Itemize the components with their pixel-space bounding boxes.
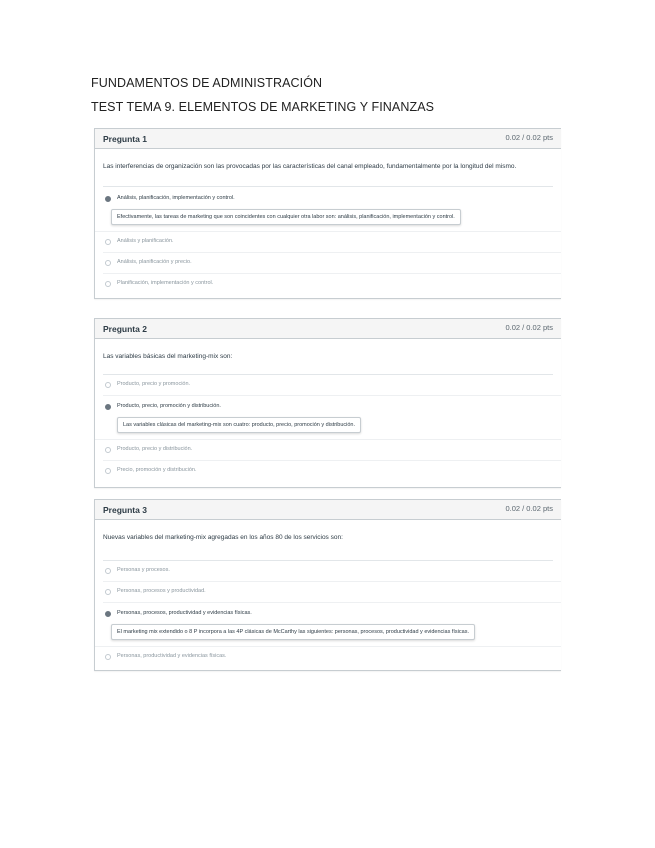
radio-icon[interactable] [105, 468, 111, 474]
radio-selected-icon[interactable] [105, 196, 111, 202]
answer-option[interactable] [103, 461, 561, 481]
answer-option[interactable] [103, 253, 561, 274]
answer-option[interactable] [103, 647, 561, 667]
question-text: Las variables básicas del marketing-mix son: [103, 353, 233, 360]
answer-option[interactable] [103, 191, 561, 205]
question-text: Las interferencias de organización son las provocadas por las características del canal empleado, fundamentalmente por la longitud del mismo. [103, 163, 517, 170]
answer-label: Personas y procesos. [117, 567, 170, 573]
comment-row [95, 205, 561, 232]
answer-label: Producto, precio, promoción y distribución. [117, 403, 221, 409]
answer-label: Producto, precio y distribución. [117, 446, 193, 452]
answer-option[interactable] [103, 274, 561, 294]
answer-comment: El marketing mix extendido o 8 P incorpora a las 4P clásicas de McCarthy las siguientes: personas, procesos, productividad y evidencias físicas. [111, 624, 475, 640]
question-points: 0.02 / 0.02 pts [505, 133, 553, 142]
radio-icon[interactable] [105, 589, 111, 595]
question-text: Nuevas variables del marketing-mix agregadas en los años 80 de los servicios son: [103, 534, 343, 541]
radio-selected-icon[interactable] [105, 611, 111, 617]
question-title: Pregunta 2 [103, 324, 147, 334]
answer-label: Análisis y planificación. [117, 238, 174, 244]
answer-comment: Efectivamente, las tareas de marketing que son coincidentes con cualquier otra labor son: análisis, planificación, implementación y control. [111, 209, 461, 225]
comment-row [95, 413, 561, 440]
answer-label: Personas, procesos, productividad y evidencias físicas. [117, 610, 252, 616]
answer-label: Personas, procesos y productividad. [117, 588, 206, 594]
question-header [95, 500, 561, 520]
radio-icon[interactable] [105, 281, 111, 287]
answer-label: Personas, productividad y evidencias físicas. [117, 653, 227, 659]
document-title: FUNDAMENTOS DE ADMINISTRACIÓN [91, 76, 323, 90]
question-title: Pregunta 1 [103, 134, 147, 144]
answer-label: Análisis, planificación y precio. [117, 259, 192, 265]
answer-label: Planificación, implementación y control. [117, 280, 214, 286]
question-card-1 [94, 128, 561, 299]
document-subtitle: TEST TEMA 9. ELEMENTOS DE MARKETING Y FINANZAS [91, 100, 435, 114]
radio-selected-icon[interactable] [105, 404, 111, 410]
radio-icon[interactable] [105, 568, 111, 574]
radio-icon[interactable] [105, 382, 111, 388]
answer-label: Precio, promoción y distribución. [117, 467, 197, 473]
question-card-2 [94, 318, 561, 488]
radio-icon[interactable] [105, 239, 111, 245]
question-points: 0.02 / 0.02 pts [505, 504, 553, 513]
answer-option[interactable] [103, 561, 561, 582]
answer-option[interactable] [103, 232, 561, 253]
answer-option[interactable] [103, 606, 561, 620]
answer-option[interactable] [103, 582, 561, 603]
comment-row [95, 620, 561, 647]
answer-option[interactable] [103, 375, 561, 396]
question-header [95, 319, 561, 339]
answer-comment: Las variables clásicas del marketing-mix son cuatro: producto, precio, promoción y distribución. [117, 417, 361, 433]
answer-option[interactable] [103, 440, 561, 461]
question-card-3 [94, 499, 561, 671]
answer-option[interactable] [103, 399, 561, 413]
question-points: 0.02 / 0.02 pts [505, 323, 553, 332]
question-header [95, 129, 561, 149]
radio-icon[interactable] [105, 447, 111, 453]
radio-icon[interactable] [105, 654, 111, 660]
answer-label: Análisis, planificación, implementación y control. [117, 195, 235, 201]
question-title: Pregunta 3 [103, 505, 147, 515]
answer-label: Producto, precio y promoción. [117, 381, 191, 387]
radio-icon[interactable] [105, 260, 111, 266]
